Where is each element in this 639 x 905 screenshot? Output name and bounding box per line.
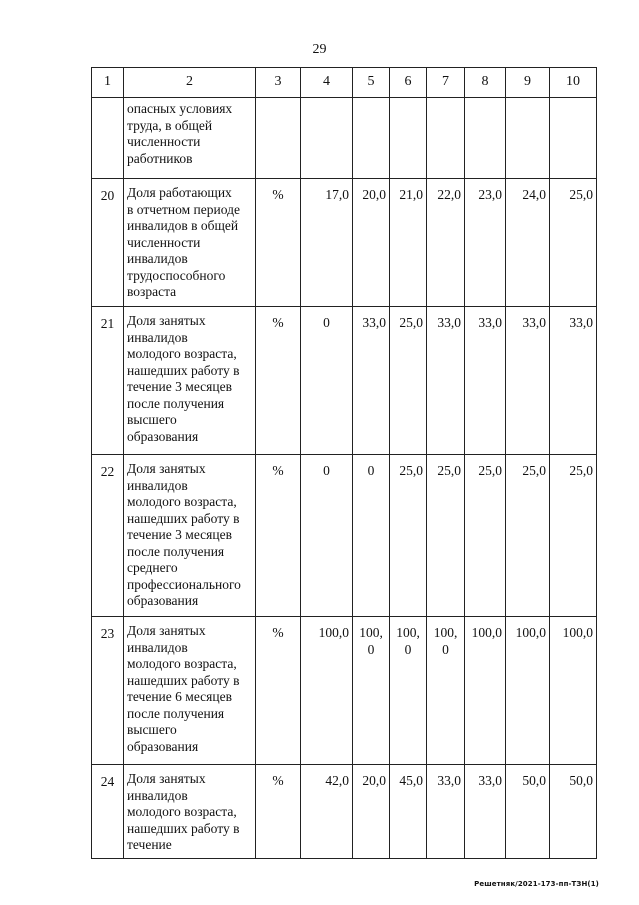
value-cell: 20,0 xyxy=(353,179,390,307)
name-line: инвалидов xyxy=(127,787,188,803)
name-line: трудоспособного xyxy=(127,267,226,283)
name-line: молодого возраста, xyxy=(127,656,237,671)
header-cell: 2 xyxy=(124,68,256,98)
empty-cell xyxy=(353,98,390,179)
name-line: образования xyxy=(127,593,199,608)
value-cell xyxy=(390,617,427,765)
name-line: инвалидов xyxy=(127,329,188,345)
value-cell: 25,0 xyxy=(550,179,597,307)
value-part: 0 xyxy=(404,641,412,657)
empty-cell xyxy=(390,98,427,179)
indicator-name-cell xyxy=(124,307,256,455)
value-part: 100, xyxy=(359,625,383,640)
name-line: труда, в общей xyxy=(127,117,213,133)
header-cell: 8 xyxy=(465,68,506,98)
name-line: среднего xyxy=(127,560,178,575)
value-part: 100, xyxy=(396,625,420,640)
indicators-table xyxy=(91,67,597,859)
value-cell: 20,0 xyxy=(353,765,390,859)
name-line: возраста xyxy=(127,284,177,299)
value-cell: 25,0 xyxy=(390,455,427,617)
header-row xyxy=(92,68,597,98)
name-line: нашедших работу в xyxy=(127,820,240,836)
value-cell: 25,0 xyxy=(506,455,550,617)
row-number-cell: 20 xyxy=(92,179,124,307)
table-row xyxy=(92,455,597,617)
name-line: течение 6 месяцев xyxy=(127,689,232,704)
value-cell: 23,0 xyxy=(465,179,506,307)
unit-cell: % xyxy=(256,455,301,617)
name-line: после получения xyxy=(127,543,225,559)
indicator-name-cell xyxy=(124,98,256,179)
value-cell: 100,0 xyxy=(465,617,506,765)
name-line: после получения xyxy=(127,705,225,721)
value-cell: 25,0 xyxy=(427,455,465,617)
value-cell: 17,0 xyxy=(301,179,353,307)
value-cell: 100,0 xyxy=(301,617,353,765)
name-line: численности xyxy=(127,134,201,149)
value-cell: 33,0 xyxy=(465,307,506,455)
table-row xyxy=(92,307,597,455)
empty-cell xyxy=(256,98,301,179)
empty-cell xyxy=(301,98,353,179)
header-cell: 4 xyxy=(301,68,353,98)
name-line: Доля работающих xyxy=(127,185,232,200)
value-cell: 33,0 xyxy=(465,765,506,859)
name-line: работников xyxy=(127,150,193,166)
document-footer: Решетняк/2021-173-пп-ТЗН(1) xyxy=(474,880,599,888)
value-cell: 0 xyxy=(301,307,353,455)
table-row xyxy=(92,617,597,765)
name-line: молодого возраста, xyxy=(127,494,237,509)
value-cell: 25,0 xyxy=(390,307,427,455)
table-row xyxy=(92,765,597,859)
header-cell: 10 xyxy=(550,68,597,98)
value-cell xyxy=(353,617,390,765)
table-row xyxy=(92,179,597,307)
unit-cell: % xyxy=(256,307,301,455)
value-cell: 25,0 xyxy=(550,455,597,617)
name-line: Доля занятых xyxy=(127,313,206,328)
name-line: инвалидов в общей xyxy=(127,218,239,233)
row-number-cell: 22 xyxy=(92,455,124,617)
value-part: 100, xyxy=(433,625,458,640)
value-cell: 22,0 xyxy=(427,179,465,307)
value-cell xyxy=(427,617,465,765)
name-line: инвалидов xyxy=(127,251,188,266)
value-cell: 45,0 xyxy=(390,765,427,859)
name-line: профессионального xyxy=(127,576,241,592)
unit-cell: % xyxy=(256,179,301,307)
header-cell: 3 xyxy=(256,68,301,98)
name-line: течение 3 месяцев xyxy=(127,527,232,542)
row-number-cell: 21 xyxy=(92,307,124,455)
empty-cell xyxy=(550,98,597,179)
value-cell: 24,0 xyxy=(506,179,550,307)
name-line: нашедших работу в xyxy=(127,362,240,378)
name-line: молодого возраста, xyxy=(127,804,237,819)
value-cell: 33,0 xyxy=(427,765,465,859)
indicator-name-cell xyxy=(124,455,256,617)
value-cell: 100,0 xyxy=(506,617,550,765)
name-line: течение xyxy=(127,837,172,852)
empty-cell xyxy=(465,98,506,179)
value-cell: 25,0 xyxy=(465,455,506,617)
value-cell: 0 xyxy=(353,455,390,617)
name-line: молодого возраста, xyxy=(127,346,237,361)
name-line: образования xyxy=(127,738,199,754)
unit-cell: % xyxy=(256,765,301,859)
header-cell: 9 xyxy=(506,68,550,98)
value-cell: 100,0 xyxy=(550,617,597,765)
empty-cell xyxy=(506,98,550,179)
page-number: 29 xyxy=(312,42,327,57)
value-cell: 33,0 xyxy=(427,307,465,455)
value-part: 0 xyxy=(442,641,449,657)
row-number-cell: 24 xyxy=(92,765,124,859)
name-line: опасных условиях xyxy=(127,101,233,116)
indicator-name-cell xyxy=(124,179,256,307)
value-cell: 42,0 xyxy=(301,765,353,859)
name-line: нашедших работу в xyxy=(127,672,240,688)
name-line: численности xyxy=(127,234,201,250)
empty-cell xyxy=(427,98,465,179)
value-cell: 0 xyxy=(301,455,353,617)
value-cell: 50,0 xyxy=(550,765,597,859)
value-cell: 33,0 xyxy=(506,307,550,455)
indicator-name-cell xyxy=(124,765,256,859)
value-cell: 50,0 xyxy=(506,765,550,859)
row-number-cell: 23 xyxy=(92,617,124,765)
header-cell: 7 xyxy=(427,68,465,98)
name-line: течение 3 месяцев xyxy=(127,379,232,394)
continuation-row xyxy=(92,98,597,179)
name-line: Доля занятых xyxy=(127,623,206,638)
name-line: нашедших работу в xyxy=(127,510,240,526)
name-line: Доля занятых xyxy=(127,461,206,476)
name-line: инвалидов xyxy=(127,477,188,493)
name-line: высшего xyxy=(127,722,177,737)
header-cell: 5 xyxy=(353,68,390,98)
name-line: в отчетном периоде xyxy=(127,201,240,217)
name-line: инвалидов xyxy=(127,639,188,655)
name-line: образования xyxy=(127,428,199,444)
value-cell: 21,0 xyxy=(390,179,427,307)
header-cell: 1 xyxy=(92,68,124,98)
name-line: после получения xyxy=(127,395,225,411)
name-line: Доля занятых xyxy=(127,771,206,786)
value-part: 0 xyxy=(367,641,375,657)
value-cell: 33,0 xyxy=(353,307,390,455)
value-cell: 33,0 xyxy=(550,307,597,455)
indicator-name-cell xyxy=(124,617,256,765)
unit-cell: % xyxy=(256,617,301,765)
header-cell: 6 xyxy=(390,68,427,98)
name-line: высшего xyxy=(127,412,177,427)
row-number-cell xyxy=(92,98,124,179)
